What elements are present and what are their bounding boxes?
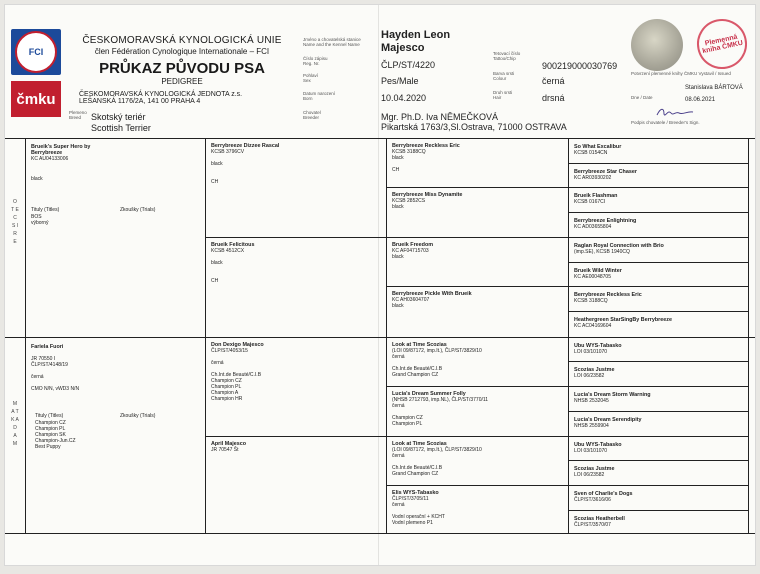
g2-name: Don Dexigo Majesco (211, 342, 264, 348)
g2-extra: CH (211, 179, 219, 185)
dam-reg: JR 70550 I ČLP/ST/4148/19 (31, 356, 68, 368)
label-born: Datum narození Born (303, 91, 336, 101)
g4-reg: KC AD03655804 (574, 224, 612, 230)
issued-by: Stanislava BÁRTOVÁ (685, 85, 743, 91)
g4-reg: KC AE00048705 (574, 274, 611, 280)
g3-name: Elis WYS-Tabasko (392, 490, 439, 496)
g4-ancestor (574, 144, 746, 156)
g4-ancestor (574, 243, 746, 255)
g4-reg: KCSB 0154CN (574, 150, 608, 156)
g4-name: Berrybreeze Enlightning (574, 218, 637, 224)
g4-reg: NHSB 2559904 (574, 423, 609, 429)
label-date: Dne / Date (631, 95, 653, 100)
g4-reg: ČLP/ST/3570/07 (574, 522, 611, 528)
doc-subtitle: PEDIGREE (161, 77, 203, 86)
g4-name: Ubu WYS-Tabasko (574, 343, 622, 349)
g4-ancestor (574, 268, 746, 280)
g2-ancestor (211, 143, 381, 185)
breeder-address: Pikartská 1763/3,Sl.Ostrava, 71000 OSTRAVA (381, 122, 567, 132)
g3-colour: černá (392, 453, 405, 459)
g3-reg: KCSB 2852CS (392, 198, 426, 204)
g4-reg: LOI 03/101070 (574, 349, 608, 355)
dog-colour: černá (542, 76, 565, 86)
g4-ancestor (574, 317, 746, 329)
g2-reg: KCSB 3796CV (211, 149, 245, 155)
breed-en: Scottish Terrier (91, 123, 151, 133)
g4-ancestor (574, 466, 746, 478)
label-sign: Podpis chovatele / Breeder's Sign. (631, 120, 700, 125)
jednota-address: LEŠANSKÁ 1176/2A, 141 00 PRAHA 4 (79, 98, 201, 105)
g3-ancestor (392, 391, 564, 427)
g4-reg: ČLP/ST/3616/06 (574, 497, 611, 503)
g4-reg: LOI 03/101070 (574, 448, 608, 454)
g4-name: Berrybreeze Star Chaser (574, 169, 637, 175)
g4-ancestor (574, 218, 746, 230)
g3-extra: Ch.Int.de Beauté/C.I.B Grand Champion CZ (392, 465, 443, 477)
g2-reg: ČLP/ST/4053/15 (211, 348, 248, 354)
dog-hair: drsná (542, 93, 565, 103)
g3-colour: černá (392, 502, 405, 508)
breed-label: Plemeno Breed (69, 110, 87, 120)
g4-ancestor (574, 392, 746, 404)
breed (91, 112, 151, 134)
g4-reg: (imp.SE), KCSB 1940CQ (574, 249, 630, 255)
g4-name: Brueik Wild Winter (574, 268, 622, 274)
label-tattoo: Tetovací číslo Tattoo/Chip (493, 51, 521, 61)
sire-exams-label: Zkoušky (Trials) (120, 207, 156, 213)
g3-ancestor (392, 291, 564, 309)
g4-ancestor (574, 193, 746, 205)
sire-reg: KC AU04133006 (31, 156, 69, 162)
g4-name: Brueik Flashman (574, 193, 618, 199)
g4-reg: KC AC04169604 (574, 323, 612, 329)
g3-name: Look at Time Scozias (392, 342, 447, 348)
g3-name: Brueik Freedom (392, 242, 434, 248)
g4-name: Scozias Justme (574, 367, 615, 373)
g4-ancestor (574, 169, 746, 181)
g4-name: Berrybreeze Reckless Eric (574, 292, 642, 298)
g3-extra: Vodní operační + KCHT Vodní plemeno P1 (392, 514, 445, 526)
g4-name: Lucia's Dream Storm Warning (574, 392, 651, 398)
dog-name: Hayden Leon (381, 29, 451, 41)
g3-ancestor (392, 143, 564, 173)
fci-logo-text: FCI (15, 31, 57, 73)
label-breeder: Chovatel Breeder (303, 110, 321, 120)
sire-titles: BOS výborný (31, 214, 49, 226)
dam-colour: černá (31, 374, 44, 380)
g4-name: Heathergreen StarSingBy Berrybreeze (574, 317, 672, 323)
g4-name: So What Excalibur (574, 144, 622, 150)
g3-extra: Ch.Int.de Beauté/C.I.B Grand Champion CZ (392, 366, 443, 378)
org-logo (11, 29, 61, 121)
dam-health: CMO N/N, vWD3 N/N (31, 386, 80, 392)
g3-ancestor (392, 242, 564, 260)
g3-reg: KC AH03604707 (392, 297, 430, 303)
g4-reg: KC AR03930202 (574, 175, 612, 181)
dam (31, 344, 191, 392)
pedigree-document (4, 4, 756, 566)
sire-name: Brueik's Super Hero by Berrybreeze (31, 144, 91, 156)
g3-reg: (NHSB 2712793, imp.NL), ČLP/ST/3770/11 (392, 397, 489, 403)
g3-colour: black (392, 303, 404, 309)
g4-name: Raglan Royal Connection with Brio (574, 243, 664, 249)
sire-titles-label: Tituly (Titles) (31, 207, 60, 213)
dog-born: 10.04.2020 (381, 93, 427, 103)
label-name: Jméno a chovatelská stanice Name and the Kennel Name (303, 37, 361, 47)
label-reg: Číslo zápisu Reg. Nr. (303, 56, 328, 66)
g4-name: Scozias Justme (574, 466, 615, 472)
breeder-name: Mgr. Ph.D. Iva NĚMEČKOVÁ (381, 112, 499, 122)
g3-ancestor (392, 441, 564, 477)
org-header (77, 35, 287, 105)
g4-name: Sven of Charlie's Dogs (574, 491, 633, 497)
g3-colour: black (392, 254, 404, 260)
g3-reg: KCSB 3188CQ (392, 149, 426, 155)
dam-exams-label: Zkoušky (Trials) (120, 413, 156, 419)
g3-reg: KC AF04715703 (392, 248, 429, 254)
g2-reg: KCSB 4512CX (211, 248, 245, 254)
g2-extra: Ch.Int.de Beauté/C.I.B Champion CZ Champion PL Champion A Champion HR (211, 372, 262, 402)
org-name: ČESKOMORAVSKÁ KYNOLOGICKÁ UNIE (82, 35, 282, 46)
g2-colour: black (211, 260, 223, 266)
doc-title: PRŮKAZ PŮVODU PSA (99, 60, 265, 77)
g4-ancestor (574, 516, 746, 528)
g2-name: Berrybreeze Dizzee Rascal (211, 143, 280, 149)
g2-ancestor (211, 342, 381, 402)
g2-extra: CH (211, 278, 219, 284)
sire-side-label: O T E C S I R E (11, 199, 19, 245)
breed-cz: Skotský teriér (91, 112, 146, 122)
cmku-logo: čmku (11, 81, 61, 117)
g2-name: April Majesco (211, 441, 247, 447)
issued-date: 08.06.2021 (685, 97, 716, 103)
red-stamp: Plemenná kniha ČMKU (692, 14, 751, 73)
org-member: člen Fédération Cynologique Internationale – FCI (94, 47, 270, 56)
g4-ancestor (574, 442, 746, 454)
sire-colour: black (31, 176, 43, 182)
g4-reg: KCSB 3188CQ (574, 298, 608, 304)
g3-reg: ČLP/ST/3705/11 (392, 496, 429, 502)
g2-name: Brueik Felicitous (211, 242, 255, 248)
breeder-signature (655, 105, 695, 119)
g3-name: Berrybreeze Miss Dynamite (392, 192, 463, 198)
g3-ancestor (392, 342, 564, 378)
g4-ancestor (574, 491, 746, 503)
g2-colour: black (211, 161, 223, 167)
g2-reg: JR 70547 Št (211, 447, 239, 453)
label-colour: Barva srsti Colour (493, 71, 515, 81)
label-sex: Pohlaví Sex (303, 73, 319, 83)
g3-extra: CH (392, 167, 400, 173)
g4-ancestor (574, 417, 746, 429)
emboss-seal (631, 19, 683, 71)
g4-reg: LOI 06/23582 (574, 472, 605, 478)
jednota-name: ČESKOMORAVSKÁ KYNOLOGICKÁ JEDNOTA z.s. (79, 91, 243, 98)
dam-titles: Champion CZ Champion PL Champion SK Champion-Jun.CZ Best Puppy (35, 420, 76, 450)
sire (31, 144, 111, 162)
g3-reg: (LOI 09/87172, imp.It.), ČLP/ST/3829/10 (392, 447, 482, 453)
g3-colour: black (392, 204, 404, 210)
fci-logo (11, 29, 61, 75)
label-hair: Druh srsti Hair (493, 90, 513, 100)
g4-ancestor (574, 367, 746, 379)
g3-extra: Champion CZ Champion PL (392, 415, 423, 427)
dam-titles-label: Tituly (Titles) (35, 413, 64, 419)
g4-name: Ubu WYS-Tabasko (574, 442, 622, 448)
g4-ancestor (574, 292, 746, 304)
dog-kennel: Majesco (381, 42, 425, 54)
g2-ancestor (211, 441, 381, 453)
g3-ancestor (392, 490, 564, 526)
dog-chip: 900219000030769 (542, 61, 618, 71)
g3-name: Lucia's Dream Summer Folly (392, 391, 466, 397)
g4-name: Scozias Heatherbell (574, 516, 625, 522)
dam-side-label: M A T K A D A M (11, 401, 19, 447)
g4-ancestor (574, 343, 746, 355)
g3-name: Look at Time Scozias (392, 441, 447, 447)
g3-colour: černá (392, 403, 405, 409)
dam-name: Fariela Fuori (31, 344, 64, 350)
g3-reg: (LOI 09/87172, imp.It.), ČLP/ST/3829/10 (392, 348, 482, 354)
g3-colour: černá (392, 354, 405, 360)
g2-colour: černá (211, 360, 224, 366)
g3-colour: black (392, 155, 404, 161)
dog-sex: Pes/Male (381, 76, 419, 86)
g3-name: Berrybreeze Pickle With Brueik (392, 291, 472, 297)
g4-reg: LOI 06/23582 (574, 373, 605, 379)
g4-name: Lucia's Dream Serendipity (574, 417, 642, 423)
g4-reg: KCSB 0167CI (574, 199, 606, 205)
g4-reg: NHSB 2532045 (574, 398, 609, 404)
label-issued: Potvrzení plemenné knihy ČMKU Vystavil / Issued (631, 71, 731, 76)
g2-ancestor (211, 242, 381, 284)
g3-name: Berrybreeze Reckless Eric (392, 143, 460, 149)
g3-ancestor (392, 192, 564, 210)
pedigree-grid (5, 138, 756, 534)
dog-reg: ČLP/ST/4220 (381, 60, 436, 70)
